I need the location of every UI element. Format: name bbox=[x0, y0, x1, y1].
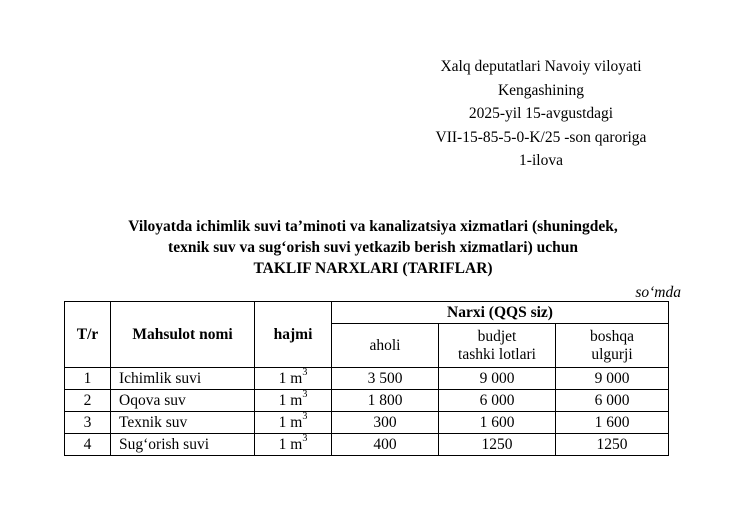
cell-product: Sug‘orish suvi bbox=[111, 434, 255, 456]
cell-other: 1250 bbox=[556, 434, 669, 456]
cell-unit bbox=[255, 390, 332, 412]
header-other-line: boshqa bbox=[590, 327, 634, 345]
table-header-row bbox=[65, 302, 669, 324]
annex-reference-block bbox=[395, 55, 687, 173]
document-title bbox=[62, 216, 684, 279]
header-product: Mahsulot nomi bbox=[111, 302, 255, 368]
cell-num: 2 bbox=[65, 390, 111, 412]
table-row bbox=[65, 368, 669, 390]
unit-base: 1 m bbox=[278, 391, 303, 409]
cell-num: 3 bbox=[65, 412, 111, 434]
header-other-line: ulgurji bbox=[591, 345, 633, 363]
unit-base: 1 m bbox=[278, 369, 303, 387]
cell-population: 400 bbox=[332, 434, 439, 456]
unit-base: 1 m bbox=[278, 413, 303, 431]
annex-line: VII-15-85-5-0-K/25 -son qaroriga bbox=[435, 128, 647, 146]
table-row bbox=[65, 412, 669, 434]
header-budget-line: tashki lotlari bbox=[458, 345, 536, 363]
table-row bbox=[65, 390, 669, 412]
unit-exponent: 3 bbox=[302, 367, 308, 379]
cell-budget: 1 600 bbox=[439, 412, 556, 434]
cell-budget: 9 000 bbox=[439, 368, 556, 390]
cell-unit bbox=[255, 434, 332, 456]
cell-product: Oqova suv bbox=[111, 390, 255, 412]
cell-num: 1 bbox=[65, 368, 111, 390]
annex-line: 2025-yil 15-avgustdagi bbox=[468, 105, 614, 122]
cell-other: 9 000 bbox=[556, 368, 669, 390]
cell-budget: 1250 bbox=[439, 434, 556, 456]
tariff-table bbox=[64, 301, 669, 456]
cell-unit bbox=[255, 412, 332, 434]
title-line-caps: TAKLIF NARXLARI (TARIFLAR) bbox=[253, 260, 493, 277]
title-line: Viloyatda ichimlik suvi ta’minoti va kanalizatsiya xizmatlari (shuningdek, bbox=[128, 218, 618, 235]
cell-population: 1 800 bbox=[332, 390, 439, 412]
cell-population: 300 bbox=[332, 412, 439, 434]
unit-base: 1 m bbox=[278, 435, 303, 453]
annex-line: Xalq deputatlari Navoiy viloyati bbox=[440, 58, 642, 75]
table-row bbox=[65, 434, 669, 456]
annex-line: Kengashining bbox=[497, 81, 585, 99]
annex-line: 1-ilova bbox=[519, 152, 563, 169]
header-budget bbox=[439, 324, 556, 368]
header-volume: hajmi bbox=[255, 302, 332, 368]
cell-other: 6 000 bbox=[556, 390, 669, 412]
cell-product: Texnik suv bbox=[111, 412, 255, 434]
cell-num: 4 bbox=[65, 434, 111, 456]
unit-exponent: 3 bbox=[302, 433, 308, 445]
header-budget-line: budjet bbox=[477, 327, 517, 345]
unit-exponent: 3 bbox=[302, 389, 308, 401]
cell-product: Ichimlik suvi bbox=[111, 368, 255, 390]
header-num: T/r bbox=[65, 302, 111, 368]
cell-population: 3 500 bbox=[332, 368, 439, 390]
title-line: texnik suv va sug‘orish suvi yetkazib berish xizmatlari) uchun bbox=[168, 239, 578, 256]
cell-unit bbox=[255, 368, 332, 390]
header-price-group: Narxi (QQS siz) bbox=[332, 302, 669, 324]
currency-unit-note: so‘mda bbox=[635, 284, 681, 301]
unit-exponent: 3 bbox=[302, 411, 308, 423]
header-population: aholi bbox=[332, 324, 439, 368]
cell-budget: 6 000 bbox=[439, 390, 556, 412]
header-other bbox=[556, 324, 669, 368]
cell-other: 1 600 bbox=[556, 412, 669, 434]
